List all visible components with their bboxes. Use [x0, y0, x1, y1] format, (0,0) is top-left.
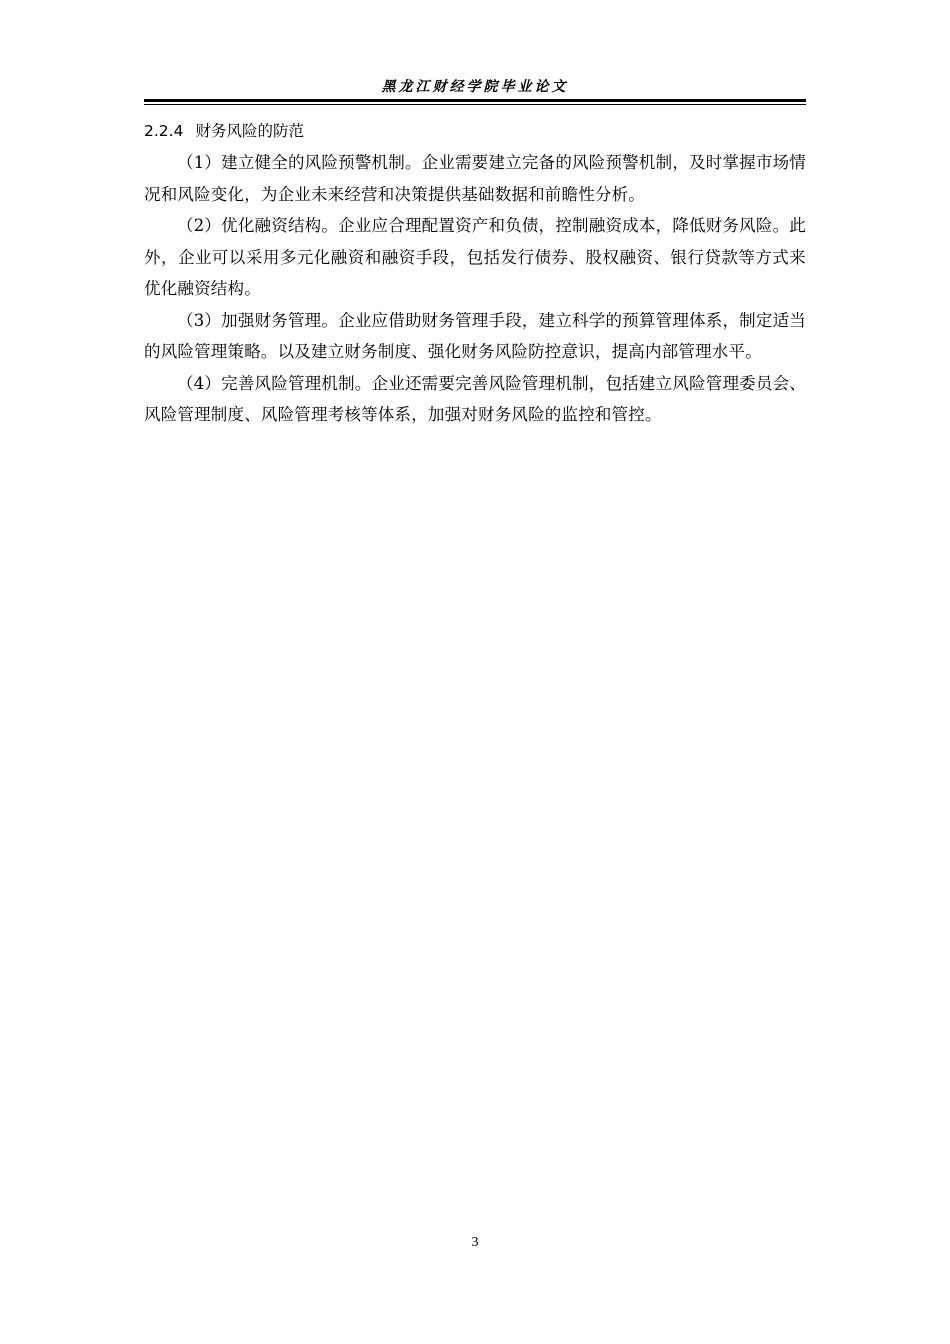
- section-number: 2.2.4: [144, 122, 184, 140]
- paragraph-3: （3）加强财务管理。企业应借助财务管理手段，建立科学的预算管理体系，制定适当的风险管理策略。以及建立财务制度、强化财务风险防控意识，提高内部管理水平。: [144, 310, 806, 361]
- page-number: 3: [471, 1235, 479, 1250]
- paragraph-1: （1）建立健全的风险预警机制。企业需要建立完备的风险预警机制，及时掌握市场情况和风险变化，为企业未来经营和决策提供基础数据和前瞻性分析。: [144, 153, 806, 204]
- running-header-title: 黑龙江财经学院毕业论文: [381, 79, 569, 95]
- header-rule-thick: [144, 99, 806, 102]
- paragraph-4: （4）完善风险管理机制。企业还需要完善风险管理机制，包括建立风险管理委员会、风险管理制度、风险管理考核等体系，加强对财务风险的监控和管控。: [144, 373, 806, 424]
- header-rule-thin: [144, 104, 806, 105]
- section-title: 财务风险的防范: [195, 122, 304, 140]
- section-heading: [144, 117, 806, 145]
- main-content: [144, 117, 806, 431]
- paragraph-2: （2）优化融资结构。企业应合理配置资产和负债，控制融资成本，降低财务风险。此外，企业可以采用多元化融资和融资手段，包括发行债券、股权融资、银行贷款等方式来优化融资结构。: [144, 216, 806, 298]
